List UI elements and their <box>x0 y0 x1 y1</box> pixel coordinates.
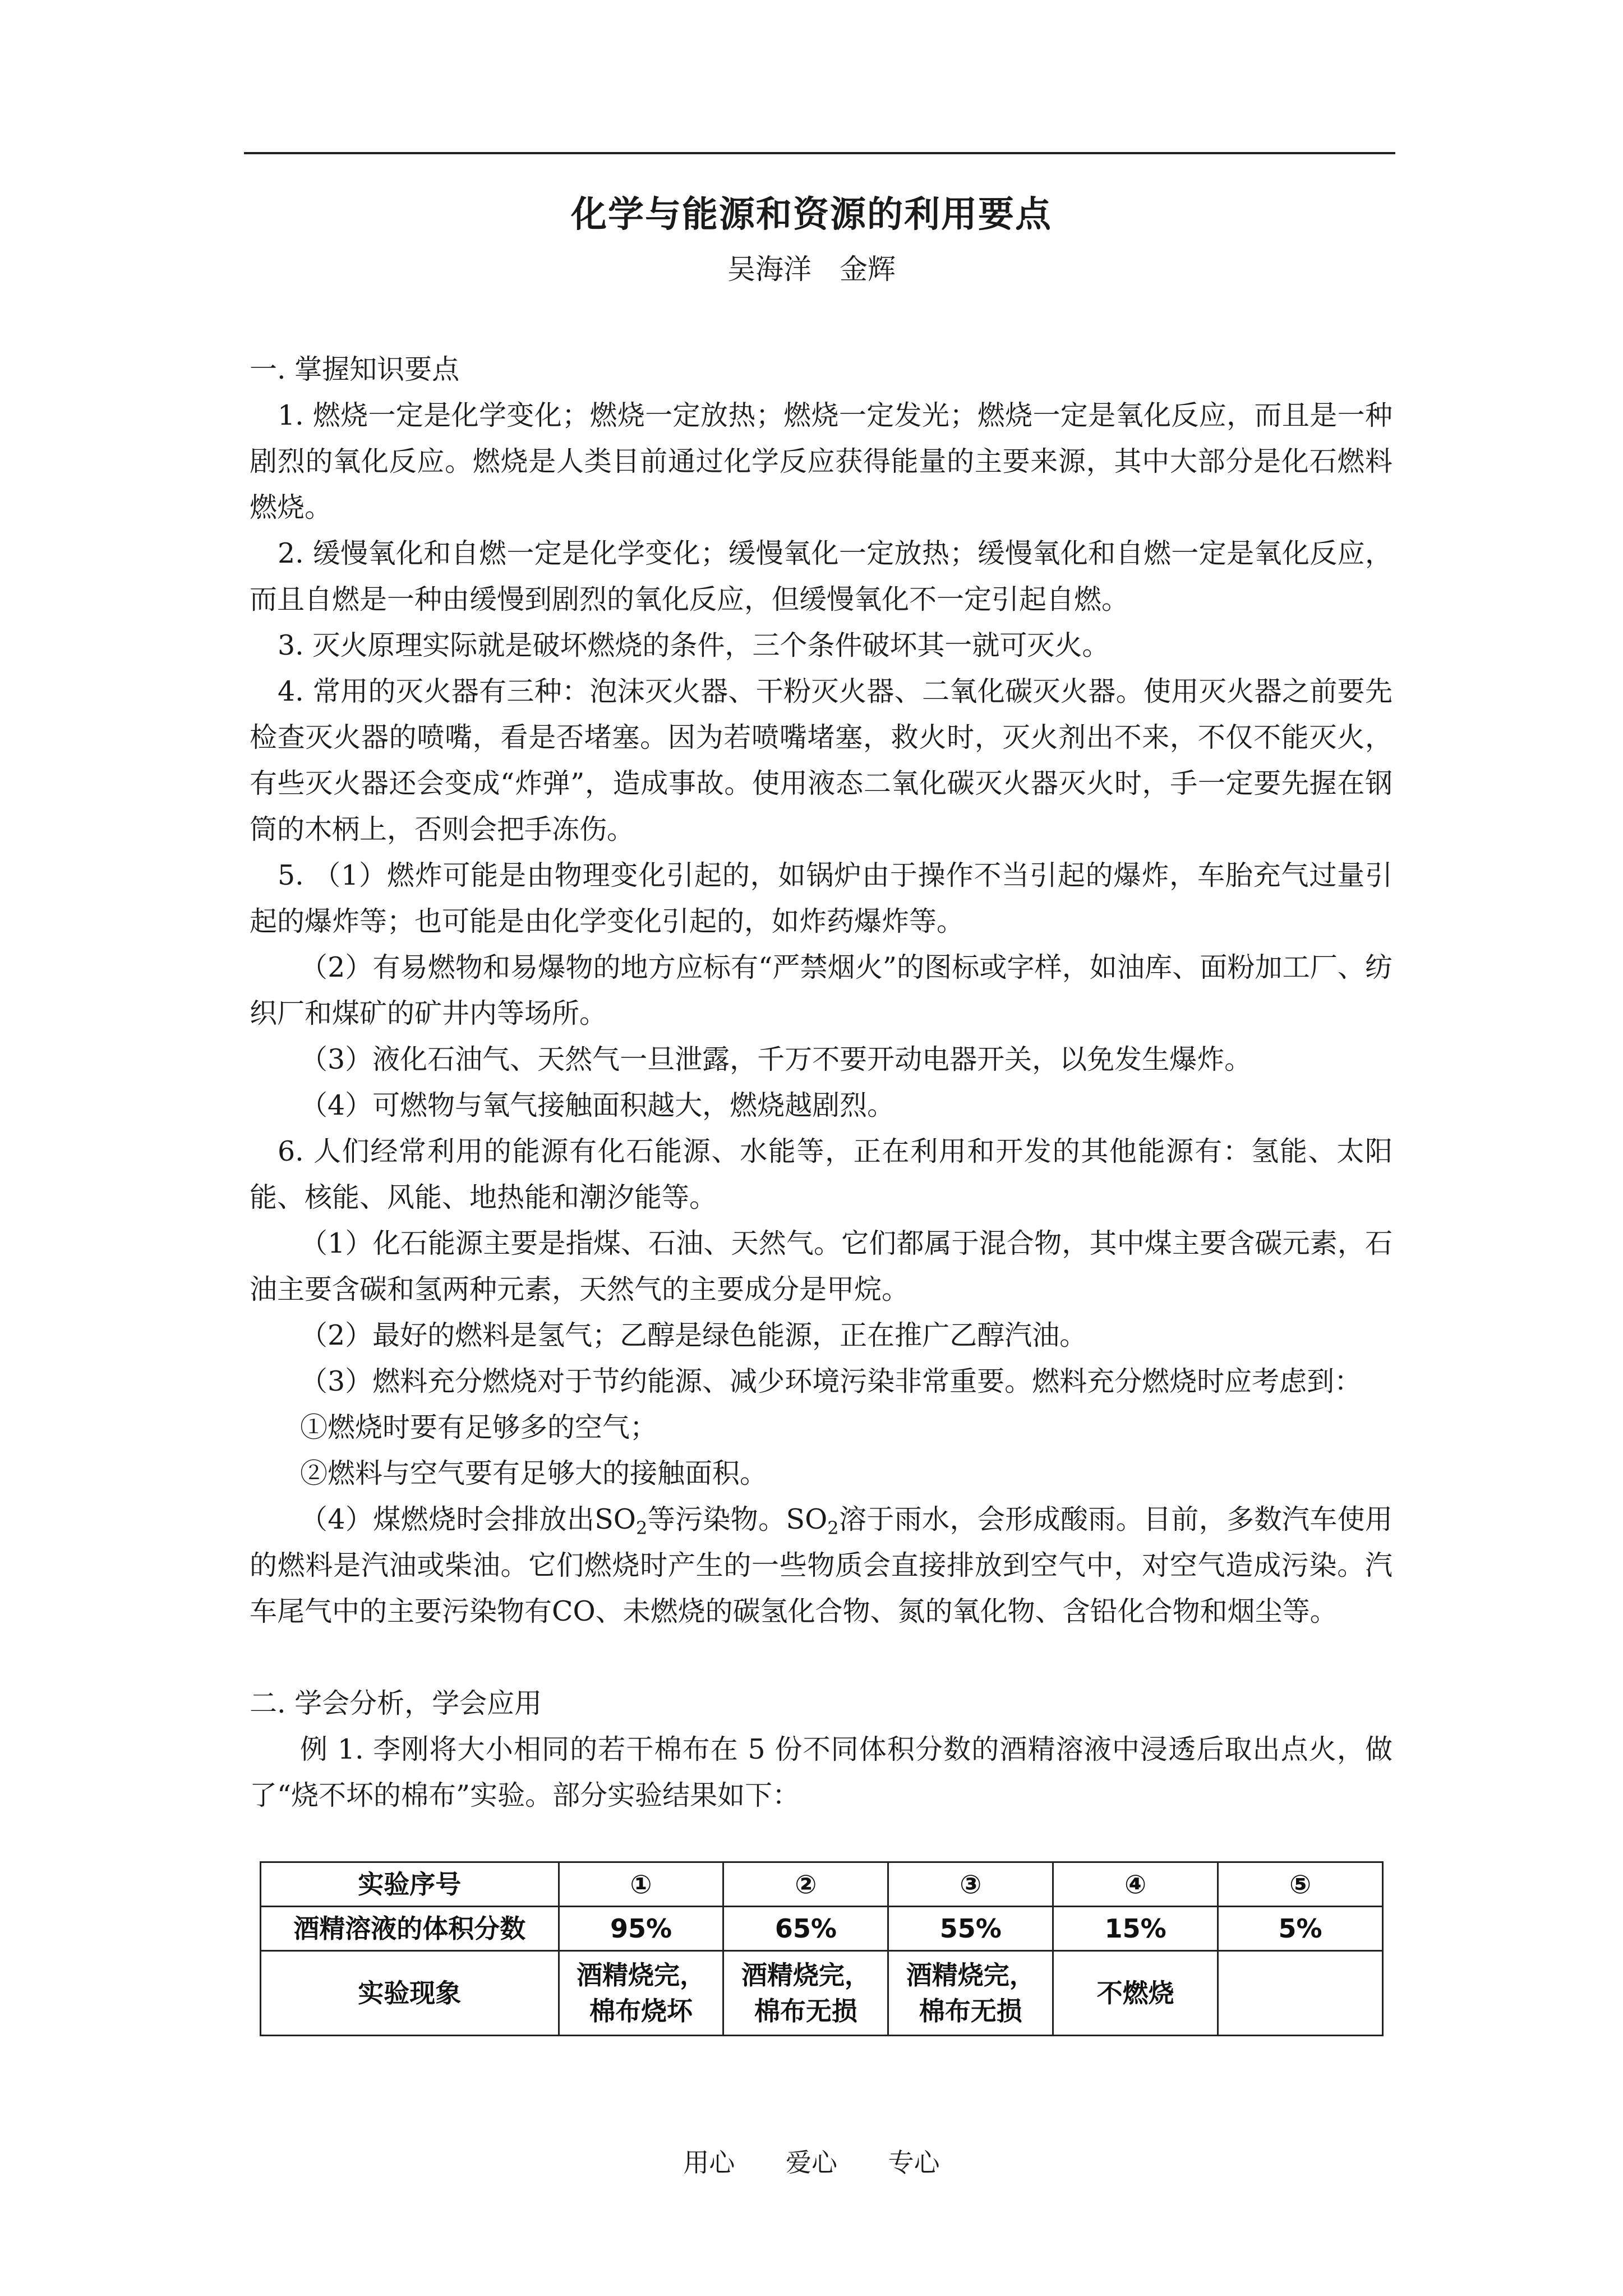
p6-4-pre: （4）煤燃烧时会排放出 <box>300 1503 595 1535</box>
table-cell: 酒精溶液的体积分数 <box>261 1907 559 1951</box>
paragraph-4: 4. 常用的灭火器有三种：泡沫灭火器、干粉灭火器、二氧化碳灭火器。使用灭火器之前要先检查灭火器的喷嘴，看是否堵塞。因为若喷嘴堵塞，救火时，灭火剂出不来，不仅不能灭火，有些灭火器还会变成“炸弹”，造成事故。使用液态二氧化碳灭火器灭火时，手一定要先握在钢筒的木柄上，否则会把手冻伤。 <box>250 675 1393 845</box>
example-1: 例 1. 李刚将大小相同的若干棉布在 5 份不同体积分数的酒精溶液中浸透后取出点火，做了“烧不坏的棉布”实验。部分实验结果如下： <box>250 1733 1393 1811</box>
section-heading-2: 二. 学会分析，学会应用 <box>250 1687 542 1719</box>
so2-formula-1: $SO_2$ <box>594 1503 648 1539</box>
table-cell: ① <box>559 1862 723 1907</box>
table-cell: 55% <box>888 1907 1053 1951</box>
paragraph-1: 1. 燃烧一定是化学变化；燃烧一定放热；燃烧一定发光；燃烧一定是氧化反应，而且是一种剧烈的氧化反应。燃烧是人类目前通过化学反应获得能量的主要来源，其中大部分是化石燃料燃烧。 <box>250 399 1393 523</box>
table-cell: 实验序号 <box>261 1862 559 1907</box>
paragraph-6: 6. 人们经常利用的能源有化石能源、水能等，正在利用和开发的其他能源有：氢能、太阳能、核能、风能、地热能和潮汐能等。 <box>250 1135 1393 1213</box>
page-footer <box>0 2147 1623 2178</box>
table-cell: ② <box>723 1862 888 1907</box>
paragraph-2: 2. 缓慢氧化和自燃一定是化学变化；缓慢氧化一定放热；缓慢氧化和自燃一定是氧化反应，而且自燃是一种由缓慢到剧烈的氧化反应，但缓慢氧化不一定引起自燃。 <box>250 537 1393 615</box>
table-cell <box>1218 1951 1383 2036</box>
footer-text: 爱心 <box>786 2147 837 2178</box>
table-row <box>261 1862 1383 1907</box>
paragraph-5-1: 5. （1）燃炸可能是由物理变化引起的，如锅炉由于操作不当引起的爆炸，车胎充气过量引起的爆炸等；也可能是由化学变化引起的，如炸药爆炸等。 <box>250 859 1393 937</box>
experiment-table-wrap <box>260 1861 1384 2036</box>
table-cell: ④ <box>1053 1862 1218 1907</box>
p6-4-mid: 等污染物。 <box>647 1503 786 1535</box>
table-cell: ⑤ <box>1218 1862 1383 1907</box>
table-cell: ③ <box>888 1862 1053 1907</box>
p6-4-post: 溶于雨水，会形成酸雨。目前，多数汽车使用的燃料是汽油或柴油。它们燃烧时产生的一些物质会直接排放到空气中，对空气造成污染。汽车尾气中的主要污染物有CO、未燃烧的碳氢化合物、氮的氧化物、含铅化合物和烟尘等。 <box>250 1503 1393 1627</box>
paragraph-6-4 <box>250 1497 1393 1635</box>
table-cell: 5% <box>1218 1907 1383 1951</box>
table-row <box>261 1951 1383 2036</box>
table-cell: 酒精烧完， 棉布无损 <box>723 1951 888 2036</box>
paragraph-6-1: （1）化石能源主要是指煤、石油、天然气。它们都属于混合物，其中煤主要含碳元素，石油主要含碳和氢两种元素，天然气的主要成分是甲烷。 <box>250 1227 1393 1305</box>
table-cell: 不燃烧 <box>1053 1951 1218 2036</box>
experiment-table <box>260 1861 1384 2036</box>
paragraph-6-3: （3）燃料充分燃烧对于节约能源、减少环境污染非常重要。燃料充分燃烧时应考虑到： <box>300 1365 1362 1397</box>
so2-formula-2: $SO_2$ <box>786 1503 839 1539</box>
header-rule <box>244 152 1395 154</box>
paragraph-5-2: （2）有易燃物和易爆物的地方应标有“严禁烟火”的图标或字样，如油库、面粉加工厂、纺织厂和煤矿的矿井内等场所。 <box>250 951 1393 1029</box>
table-row <box>261 1907 1383 1951</box>
paragraph-6-2: （2）最好的燃料是氢气；乙醇是绿色能源，正在推广乙醇汽油。 <box>300 1319 1087 1351</box>
table-cell: 95% <box>559 1907 723 1951</box>
table-cell: 酒精烧完， 棉布无损 <box>888 1951 1053 2036</box>
spacer <box>250 1635 1393 1681</box>
footer-text: 用心 <box>683 2147 735 2178</box>
document-body <box>250 347 1393 1819</box>
authors: 吴海洋 金辉 <box>727 253 896 286</box>
table-cell: 15% <box>1053 1907 1218 1951</box>
paragraph-3: 3. 灭火原理实际就是破坏燃烧的条件，三个条件破坏其一就可灭火。 <box>278 629 1110 661</box>
table-cell: 实验现象 <box>261 1951 559 2036</box>
paragraph-6-3-b: ②燃料与空气要有足够大的接触面积。 <box>300 1457 768 1489</box>
paragraph-6-3-a: ①燃烧时要有足够多的空气； <box>300 1411 658 1443</box>
table-cell: 65% <box>723 1907 888 1951</box>
section-heading-1: 一. 掌握知识要点 <box>250 353 460 385</box>
paragraph-5-4: （4）可燃物与氧气接触面积越大，燃烧越剧烈。 <box>300 1089 895 1121</box>
document-title: 化学与能源和资源的利用要点 <box>571 194 1052 236</box>
table-cell: 酒精烧完， 棉布烧坏 <box>559 1951 723 2036</box>
footer-text: 专心 <box>888 2147 940 2178</box>
paragraph-5-3: （3）液化石油气、天然气一旦泄露，千万不要开动电器开关，以免发生爆炸。 <box>300 1043 1252 1075</box>
